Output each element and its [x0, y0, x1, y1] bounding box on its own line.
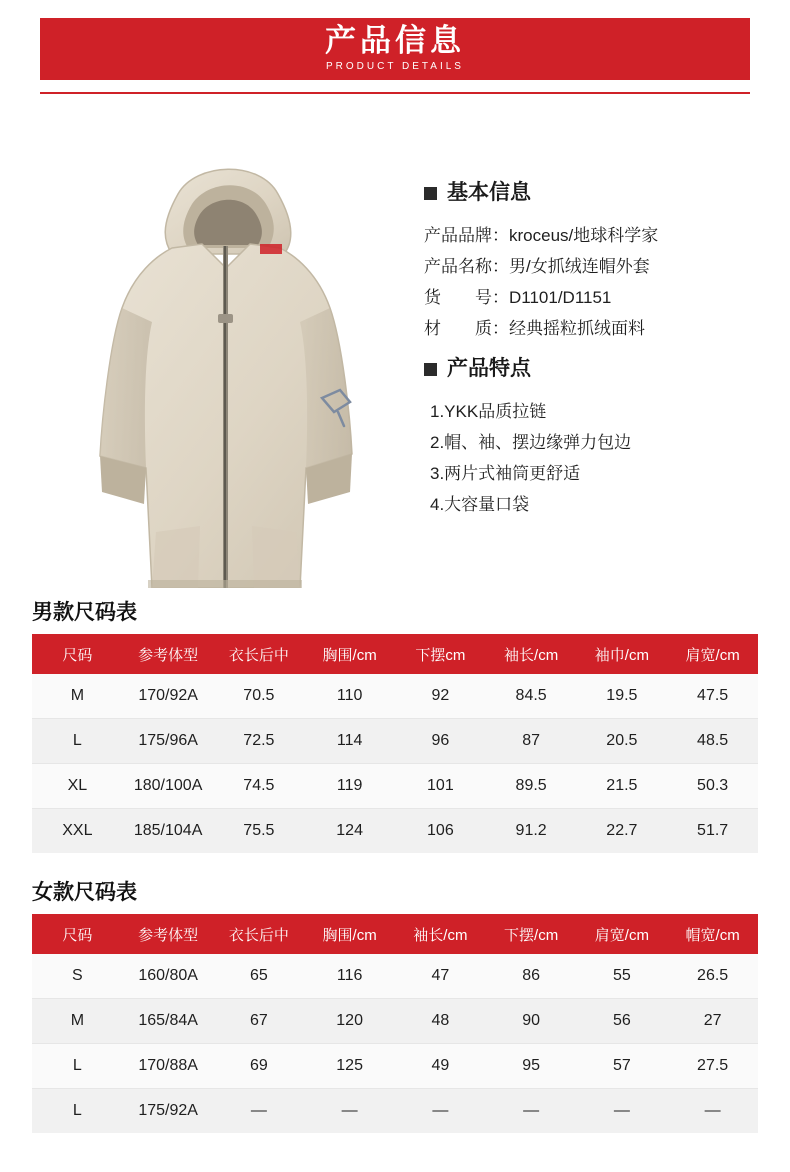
- table-cell: 114: [304, 719, 395, 764]
- table-cell: 124: [304, 809, 395, 854]
- table-cell: 21.5: [577, 764, 668, 809]
- table-header-row: [32, 914, 758, 954]
- info-value-brand: kroceus/地球科学家: [509, 226, 659, 245]
- list-item: 3.两片式袖筒更舒适: [430, 464, 581, 483]
- table-cell: 170/92A: [123, 674, 214, 719]
- table-cell: XL: [32, 764, 123, 809]
- table-cell: 26.5: [667, 954, 758, 999]
- table-row: [32, 999, 758, 1044]
- banner-underline: [40, 92, 750, 94]
- table-cell: 95: [486, 1044, 577, 1089]
- square-bullet-icon: [424, 363, 437, 376]
- column-header: 胸围/cm: [304, 634, 395, 674]
- table-cell: L: [32, 1044, 123, 1089]
- womens-size-table: [32, 914, 758, 1133]
- info-row-name: [424, 251, 774, 282]
- table-cell: 75.5: [214, 809, 305, 854]
- column-header: 下摆/cm: [486, 914, 577, 954]
- table-cell: 51.7: [667, 809, 758, 854]
- table-cell: 165/84A: [123, 999, 214, 1044]
- product-image: [60, 118, 390, 588]
- table-cell: 22.7: [577, 809, 668, 854]
- table-cell: 27.5: [667, 1044, 758, 1089]
- table-cell: 72.5: [214, 719, 305, 764]
- womens-size-table-section: [32, 880, 758, 1133]
- table-cell: 19.5: [577, 674, 668, 719]
- table-cell: 89.5: [486, 764, 577, 809]
- table-header-row: [32, 634, 758, 674]
- table-cell: 84.5: [486, 674, 577, 719]
- table-cell: 49: [395, 1044, 486, 1089]
- table-cell: 47.5: [667, 674, 758, 719]
- info-row-brand: [424, 220, 774, 251]
- column-header: 袖长/cm: [486, 634, 577, 674]
- table-cell: L: [32, 1089, 123, 1134]
- table-cell: 106: [395, 809, 486, 854]
- column-header: 尺码: [32, 634, 123, 674]
- column-header: 下摆cm: [395, 634, 486, 674]
- table-cell: L: [32, 719, 123, 764]
- table-cell: 20.5: [577, 719, 668, 764]
- info-label-article-no: 货 号：: [424, 288, 509, 307]
- table-cell: 116: [304, 954, 395, 999]
- table-cell: 110: [304, 674, 395, 719]
- table-cell: 175/92A: [123, 1089, 214, 1134]
- mens-size-table-section: [32, 600, 758, 853]
- table-cell: 90: [486, 999, 577, 1044]
- page-title: 产品信息: [325, 23, 465, 58]
- table-cell: 96: [395, 719, 486, 764]
- table-cell: 86: [486, 954, 577, 999]
- table-cell: M: [32, 674, 123, 719]
- table-cell: 120: [304, 999, 395, 1044]
- info-row-material: [424, 313, 774, 344]
- square-bullet-icon: [424, 187, 437, 200]
- column-header: 肩宽/cm: [577, 914, 668, 954]
- list-item: 1.YKK品质拉链: [430, 402, 547, 421]
- features-list: [424, 396, 774, 520]
- table-cell: 119: [304, 764, 395, 809]
- column-header: 尺码: [32, 914, 123, 954]
- column-header: 参考体型: [123, 634, 214, 674]
- info-value-article-no: D1101/D1151: [509, 288, 612, 307]
- column-header: 参考体型: [123, 914, 214, 954]
- info-value-material: 经典摇粒抓绒面料: [509, 319, 645, 338]
- table-cell: 48.5: [667, 719, 758, 764]
- page-header-banner: [0, 18, 790, 98]
- table-cell: 87: [486, 719, 577, 764]
- table-cell: 27: [667, 999, 758, 1044]
- mens-size-table: [32, 634, 758, 853]
- features-heading-label: 产品特点: [447, 357, 531, 380]
- info-label-name: 产品名称：: [424, 257, 509, 276]
- info-label-brand: 产品品牌：: [424, 226, 509, 245]
- features-heading: [424, 356, 774, 382]
- table-cell: 92: [395, 674, 486, 719]
- column-header: 胸围/cm: [304, 914, 395, 954]
- table-cell: M: [32, 999, 123, 1044]
- mens-size-table-title: 男款尺码表: [32, 601, 137, 624]
- table-cell: 67: [214, 999, 305, 1044]
- table-cell: XXL: [32, 809, 123, 854]
- table-cell: 47: [395, 954, 486, 999]
- basic-info-heading: [424, 180, 774, 206]
- table-cell: 57: [577, 1044, 668, 1089]
- table-cell: 74.5: [214, 764, 305, 809]
- table-cell: 185/104A: [123, 809, 214, 854]
- info-row-article-no: [424, 282, 774, 313]
- column-header: 帽宽/cm: [667, 914, 758, 954]
- table-row: [32, 1089, 758, 1134]
- table-row: [32, 1044, 758, 1089]
- info-label-material: 材 质：: [424, 319, 509, 338]
- list-item: 2.帽、袖、摆边缘弹力包边: [430, 433, 632, 452]
- info-value-name: 男/女抓绒连帽外套: [509, 257, 650, 276]
- table-cell: —: [667, 1089, 758, 1134]
- column-header: 肩宽/cm: [667, 634, 758, 674]
- table-cell: 180/100A: [123, 764, 214, 809]
- table-cell: 55: [577, 954, 668, 999]
- womens-size-table-title: 女款尺码表: [32, 881, 137, 904]
- table-cell: S: [32, 954, 123, 999]
- table-cell: —: [577, 1089, 668, 1134]
- table-cell: —: [214, 1089, 305, 1134]
- column-header: 袖长/cm: [395, 914, 486, 954]
- table-row: [32, 719, 758, 764]
- table-row: [32, 954, 758, 999]
- table-cell: 101: [395, 764, 486, 809]
- table-cell: 91.2: [486, 809, 577, 854]
- table-cell: 160/80A: [123, 954, 214, 999]
- column-header: 衣长后中: [214, 634, 305, 674]
- table-row: [32, 809, 758, 854]
- basic-info-heading-label: 基本信息: [447, 181, 531, 204]
- page-subtitle: PRODUCT DETAILS: [326, 61, 464, 72]
- table-cell: 69: [214, 1044, 305, 1089]
- table-cell: —: [486, 1089, 577, 1134]
- column-header: 衣长后中: [214, 914, 305, 954]
- table-row: [32, 674, 758, 719]
- table-cell: 170/88A: [123, 1044, 214, 1089]
- table-cell: 48: [395, 999, 486, 1044]
- table-row: [32, 764, 758, 809]
- list-item: 4.大容量口袋: [430, 495, 530, 514]
- product-info-column: [424, 180, 774, 520]
- table-cell: —: [304, 1089, 395, 1134]
- table-cell: —: [395, 1089, 486, 1134]
- table-cell: 56: [577, 999, 668, 1044]
- table-cell: 70.5: [214, 674, 305, 719]
- table-cell: 175/96A: [123, 719, 214, 764]
- table-cell: 125: [304, 1044, 395, 1089]
- column-header: 袖巾/cm: [577, 634, 668, 674]
- table-cell: 65: [214, 954, 305, 999]
- table-cell: 50.3: [667, 764, 758, 809]
